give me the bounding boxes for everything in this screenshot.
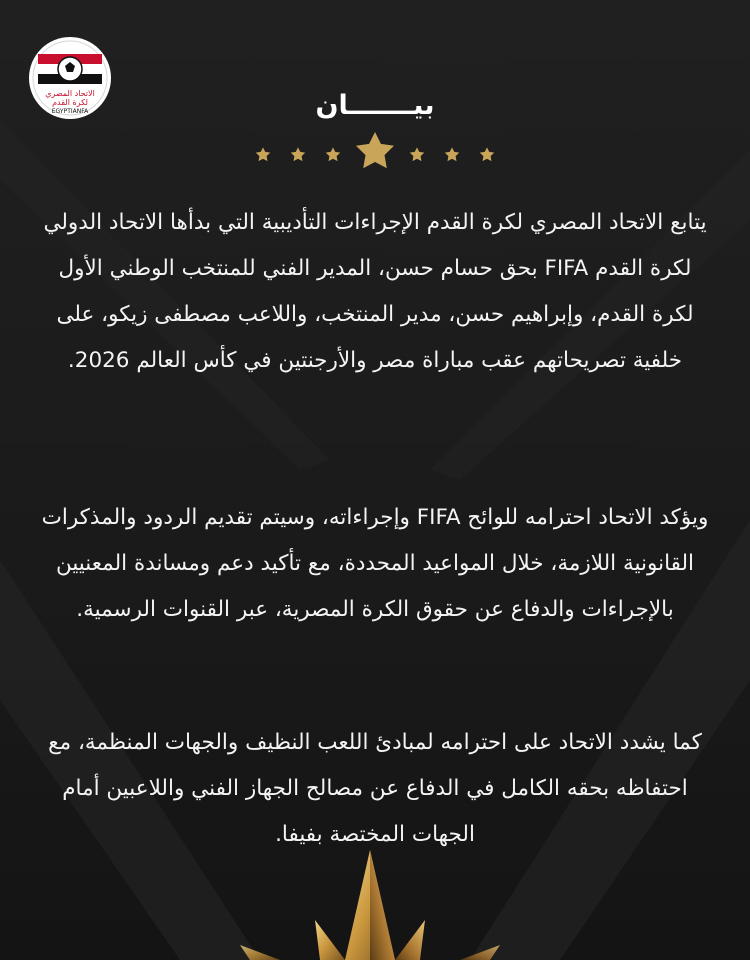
stars-row (240, 128, 510, 172)
logo-text-line2: لكرة القدم (52, 98, 88, 107)
star-icon (326, 147, 340, 161)
crown-icon (220, 850, 520, 960)
star-icon (445, 147, 459, 161)
logo-text-line3: EGYPTIANFA (51, 108, 89, 115)
logo-text-line1: الاتحاد المصري (45, 89, 95, 98)
star-icon (256, 147, 270, 161)
statement-paragraph-1: يتابع الاتحاد المصري لكرة القدم الإجراءات التأديبية التي بدأها الاتحاد الدولي لكرة القدم FIFA بحق حسام حسن، المدير الفني للمنتخب الوطني الأول لكرة القدم، وإبراهيم حسن، مدير المنتخب، واللاعب مصطفى زيكو، على خلفية تصريحاتهم عقب مباراة مصر والأرجنتين في كأس العالم 2026. (43, 210, 707, 373)
large-star-icon (356, 132, 394, 168)
star-icon (480, 147, 494, 161)
star-icon (291, 147, 305, 161)
statement-paragraph-2: ويؤكد الاتحاد احترامه للوائح FIFA وإجراءاته، وسيتم تقديم الردود والمذكرات القانونية اللازمة، خلال المواعيد المحددة، مع تأكيد دعم ومساندة المعنيين بالإجراءات والدفاع عن حقوق الكرة المصرية، عبر القنوات الرسمية. (41, 505, 709, 622)
statement-paragraph-3: كما يشدد الاتحاد على احترامه لمبادئ اللعب النظيف والجهات المنظمة، مع احتفاظه بحقه الكامل في الدفاع عن مصالح الجهاز الفني واللاعبين أمام الجهات المختصة بفيفا. (48, 730, 702, 847)
page-title: بيـــــــان (315, 90, 435, 121)
star-icon (410, 147, 424, 161)
